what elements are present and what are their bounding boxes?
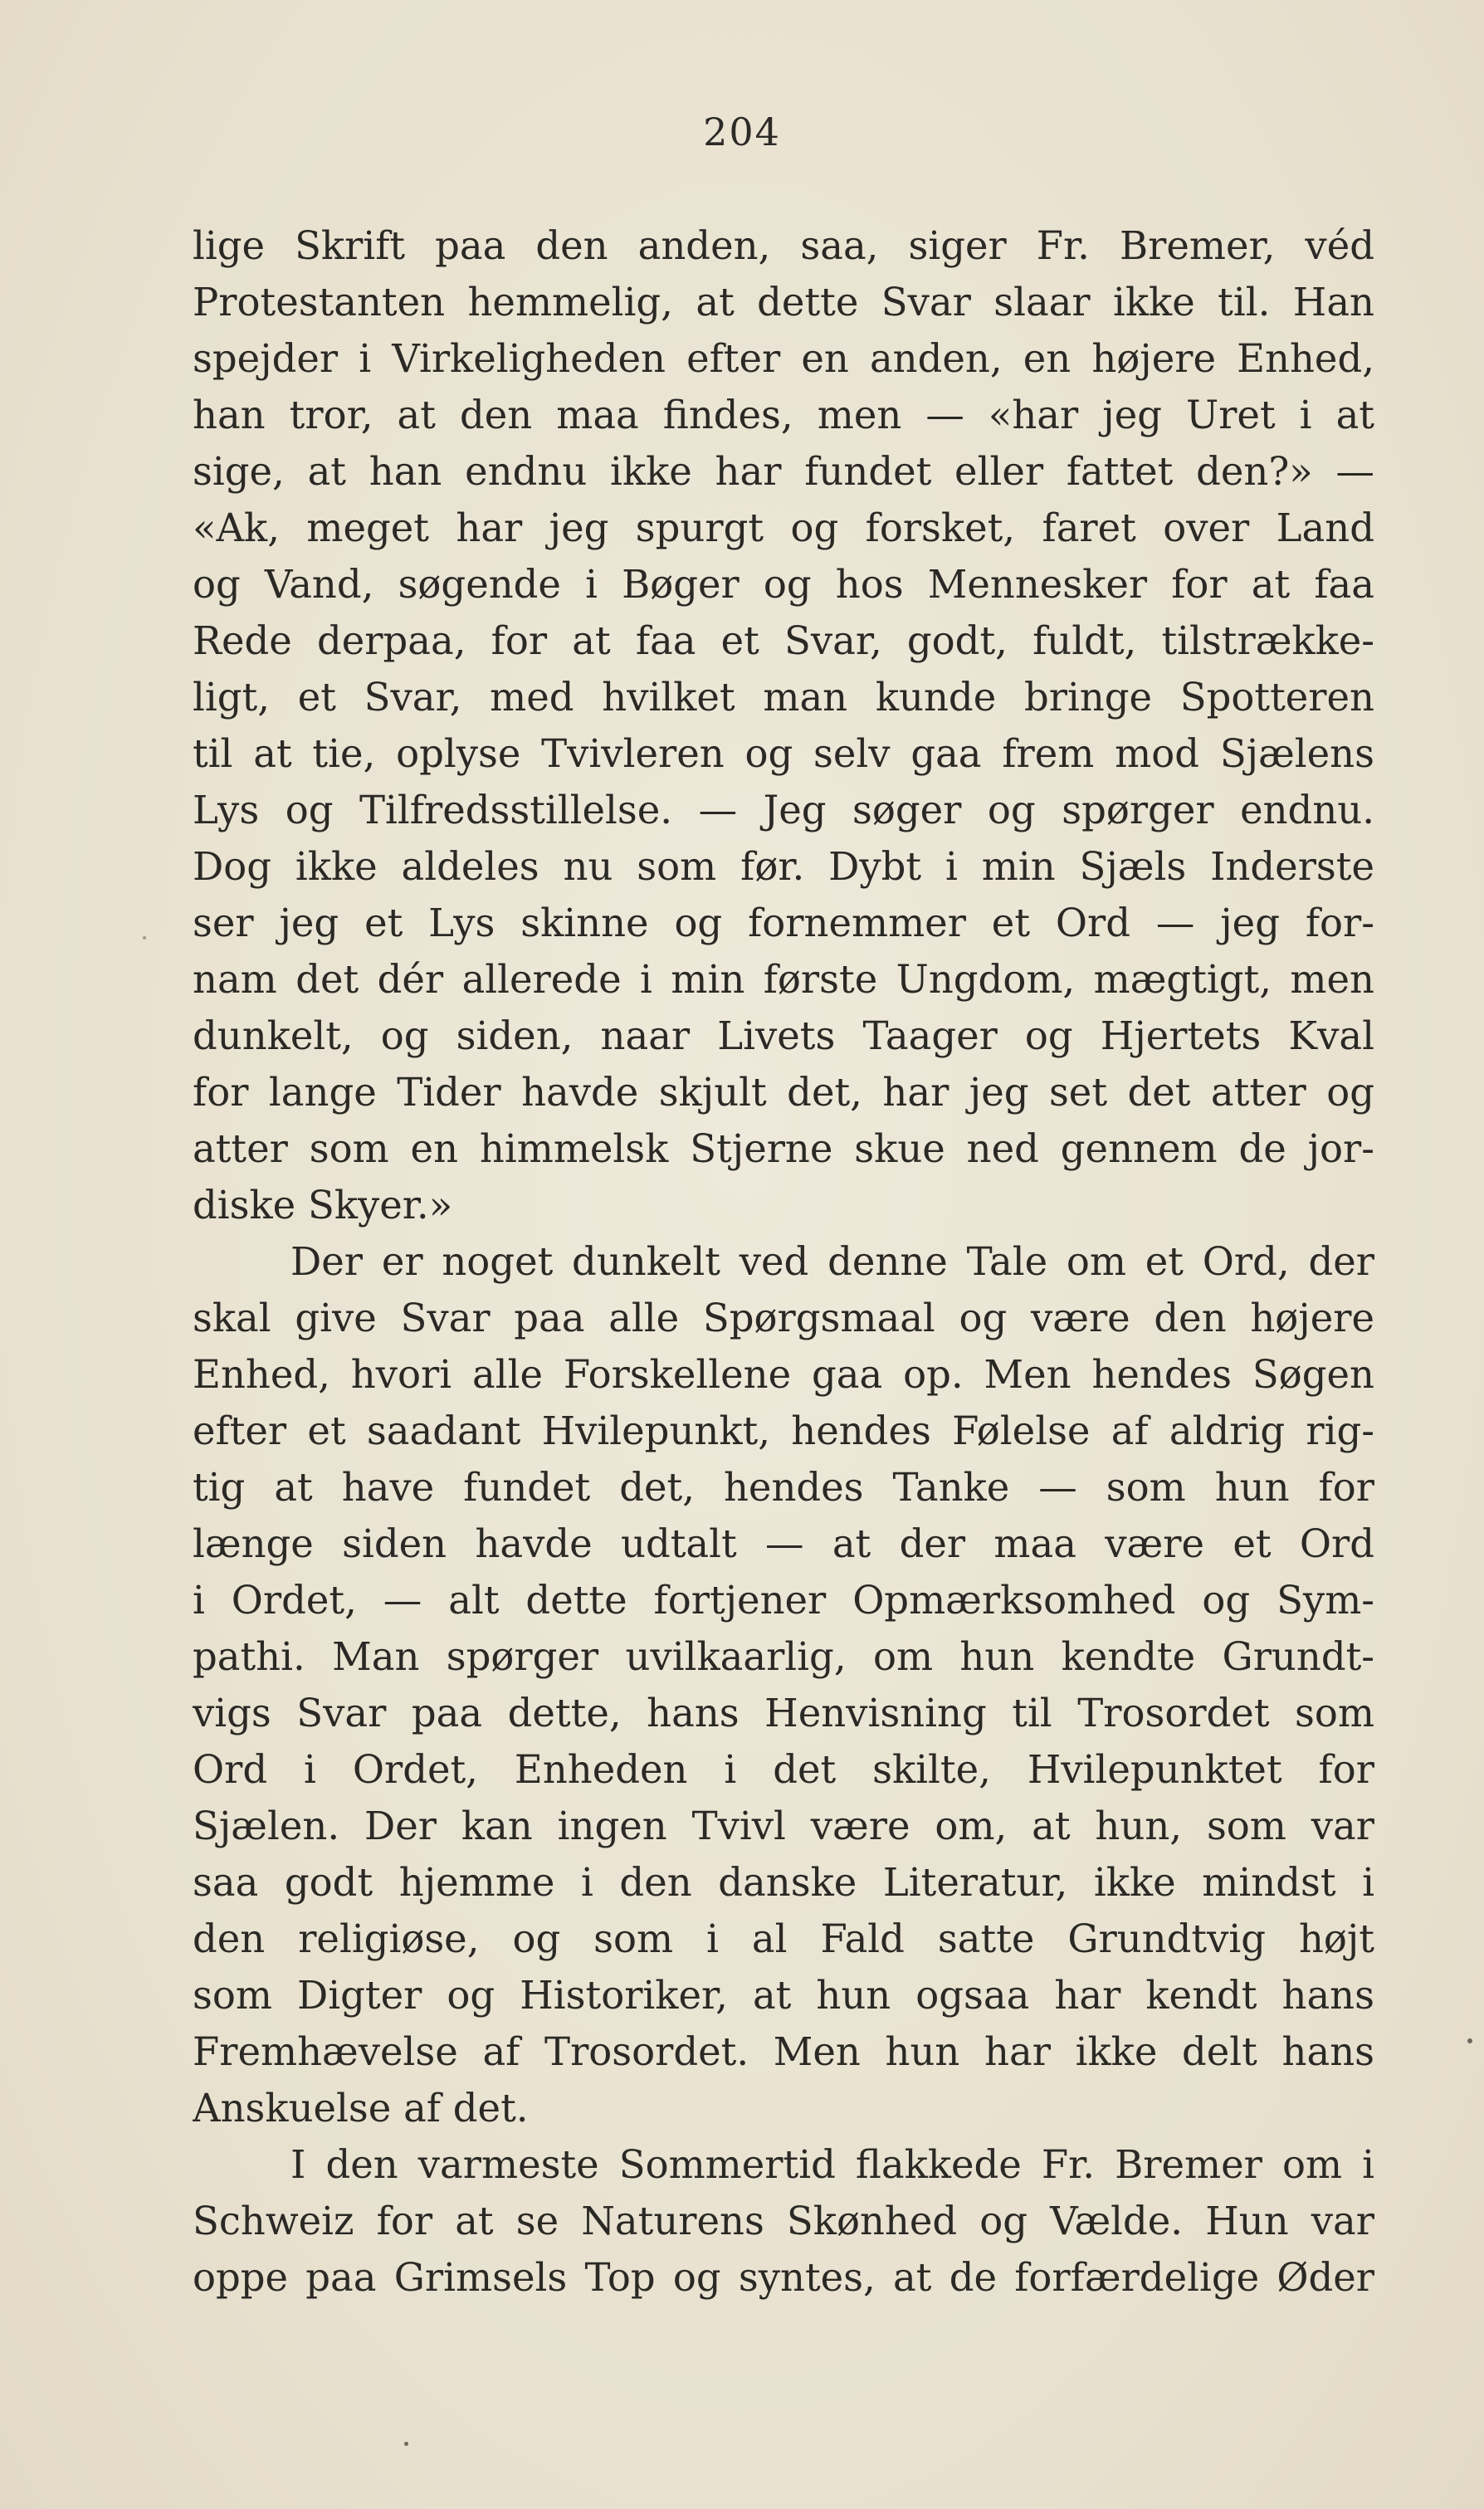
text-line: atter som en himmelsk Stjerne skue ned gennem de jor-	[193, 1126, 1374, 1171]
text-line: den religiøse, og som i al Fald satte Grundtvig højt	[193, 1916, 1374, 1961]
text-line: til at tie, oplyse Tvivleren og selv gaa frem mod Sjælens	[193, 731, 1374, 776]
text-line: diske Skyer.»	[193, 1183, 453, 1228]
text-line: længe siden havde udtalt — at der maa være et Ord	[193, 1521, 1374, 1566]
text-line: han tror, at den maa findes, men — «har jeg Uret i at	[193, 393, 1374, 437]
text-line: ligt, et Svar, med hvilket man kunde bringe Spotteren	[193, 675, 1374, 720]
text-line: og Vand, søgende i Bøger og hos Mennesker for at faa	[193, 562, 1374, 607]
text-line: «Ak, meget har jeg spurgt og forsket, faret over Land	[193, 505, 1374, 550]
text-line: ser jeg et Lys skinne og fornemmer et Ord — jeg for-	[193, 901, 1374, 945]
text-line: Sjælen. Der kan ingen Tvivl være om, at hun, som var	[193, 1804, 1374, 1848]
text-line: Schweiz for at se Naturens Skønhed og Vælde. Hun var	[193, 2199, 1374, 2243]
text-line: oppe paa Grimsels Top og syntes, at de forfærdelige Øder	[193, 2255, 1374, 2300]
text-line: efter et saadant Hvilepunkt, hendes Følelse af aldrig rig-	[193, 1408, 1374, 1453]
text-line: pathi. Man spørger uvilkaarlig, om hun kendte Grundt-	[193, 1634, 1374, 1679]
text-line: saa godt hjemme i den danske Literatur, ikke mindst i	[193, 1860, 1374, 1905]
text-line: Protestanten hemmelig, at dette Svar slaar ikke til. Han	[193, 280, 1374, 325]
text-line: spejder i Virkeligheden efter en anden, en højere Enhed,	[193, 336, 1374, 381]
text-line: for lange Tider havde skjult det, har jeg set det atter og	[193, 1070, 1374, 1115]
paper-speck	[1467, 2038, 1472, 2043]
text-line: i Ordet, — alt dette fortjener Opmærksomhed og Sym-	[193, 1578, 1374, 1623]
text-line: tig at have fundet det, hendes Tanke — som hun for	[193, 1465, 1374, 1510]
text-line: som Digter og Historiker, at hun ogsaa har kendt hans	[193, 1973, 1374, 2018]
text-line: Fremhævelse af Trosordet. Men hun har ikke delt hans	[193, 2029, 1374, 2074]
text-line: lige Skrift paa den anden, saa, siger Fr. Bremer, véd	[193, 223, 1374, 268]
text-line-paragraph-start: I den varmeste Sommertid flakkede Fr. Bremer om i	[290, 2142, 1374, 2187]
text-line: nam det dér allerede i min første Ungdom, mægtigt, men	[193, 957, 1374, 1002]
text-line: Rede derpaa, for at faa et Svar, godt, fuldt, tilstrække-	[193, 618, 1374, 663]
text-line: sige, at han endnu ikke har fundet eller fattet den?» —	[193, 449, 1374, 494]
text-line: Enhed, hvori alle Forskellene gaa op. Men hendes Søgen	[193, 1352, 1374, 1397]
paper-speck	[404, 2442, 408, 2446]
text-line: skal give Svar paa alle Spørgsmaal og være den højere	[193, 1296, 1374, 1340]
text-line: Anskuelse af det.	[193, 2086, 529, 2131]
text-line: dunkelt, og siden, naar Livets Taager og Hjertets Kval	[193, 1013, 1374, 1058]
text-line: Dog ikke aldeles nu som før. Dybt i min Sjæls Inderste	[193, 844, 1374, 889]
text-line: Ord i Ordet, Enheden i det skilte, Hvilepunktet for	[193, 1747, 1374, 1792]
page-number: 204	[703, 110, 781, 154]
text-line: vigs Svar paa dette, hans Henvisning til Trosordet som	[193, 1691, 1374, 1735]
text-line-paragraph-start: Der er noget dunkelt ved denne Tale om et Ord, der	[290, 1239, 1374, 1284]
paper-speck	[143, 936, 146, 940]
text-line: Lys og Tilfredsstillelse. — Jeg søger og spørger endnu.	[193, 788, 1374, 832]
body-text	[193, 217, 1374, 2306]
